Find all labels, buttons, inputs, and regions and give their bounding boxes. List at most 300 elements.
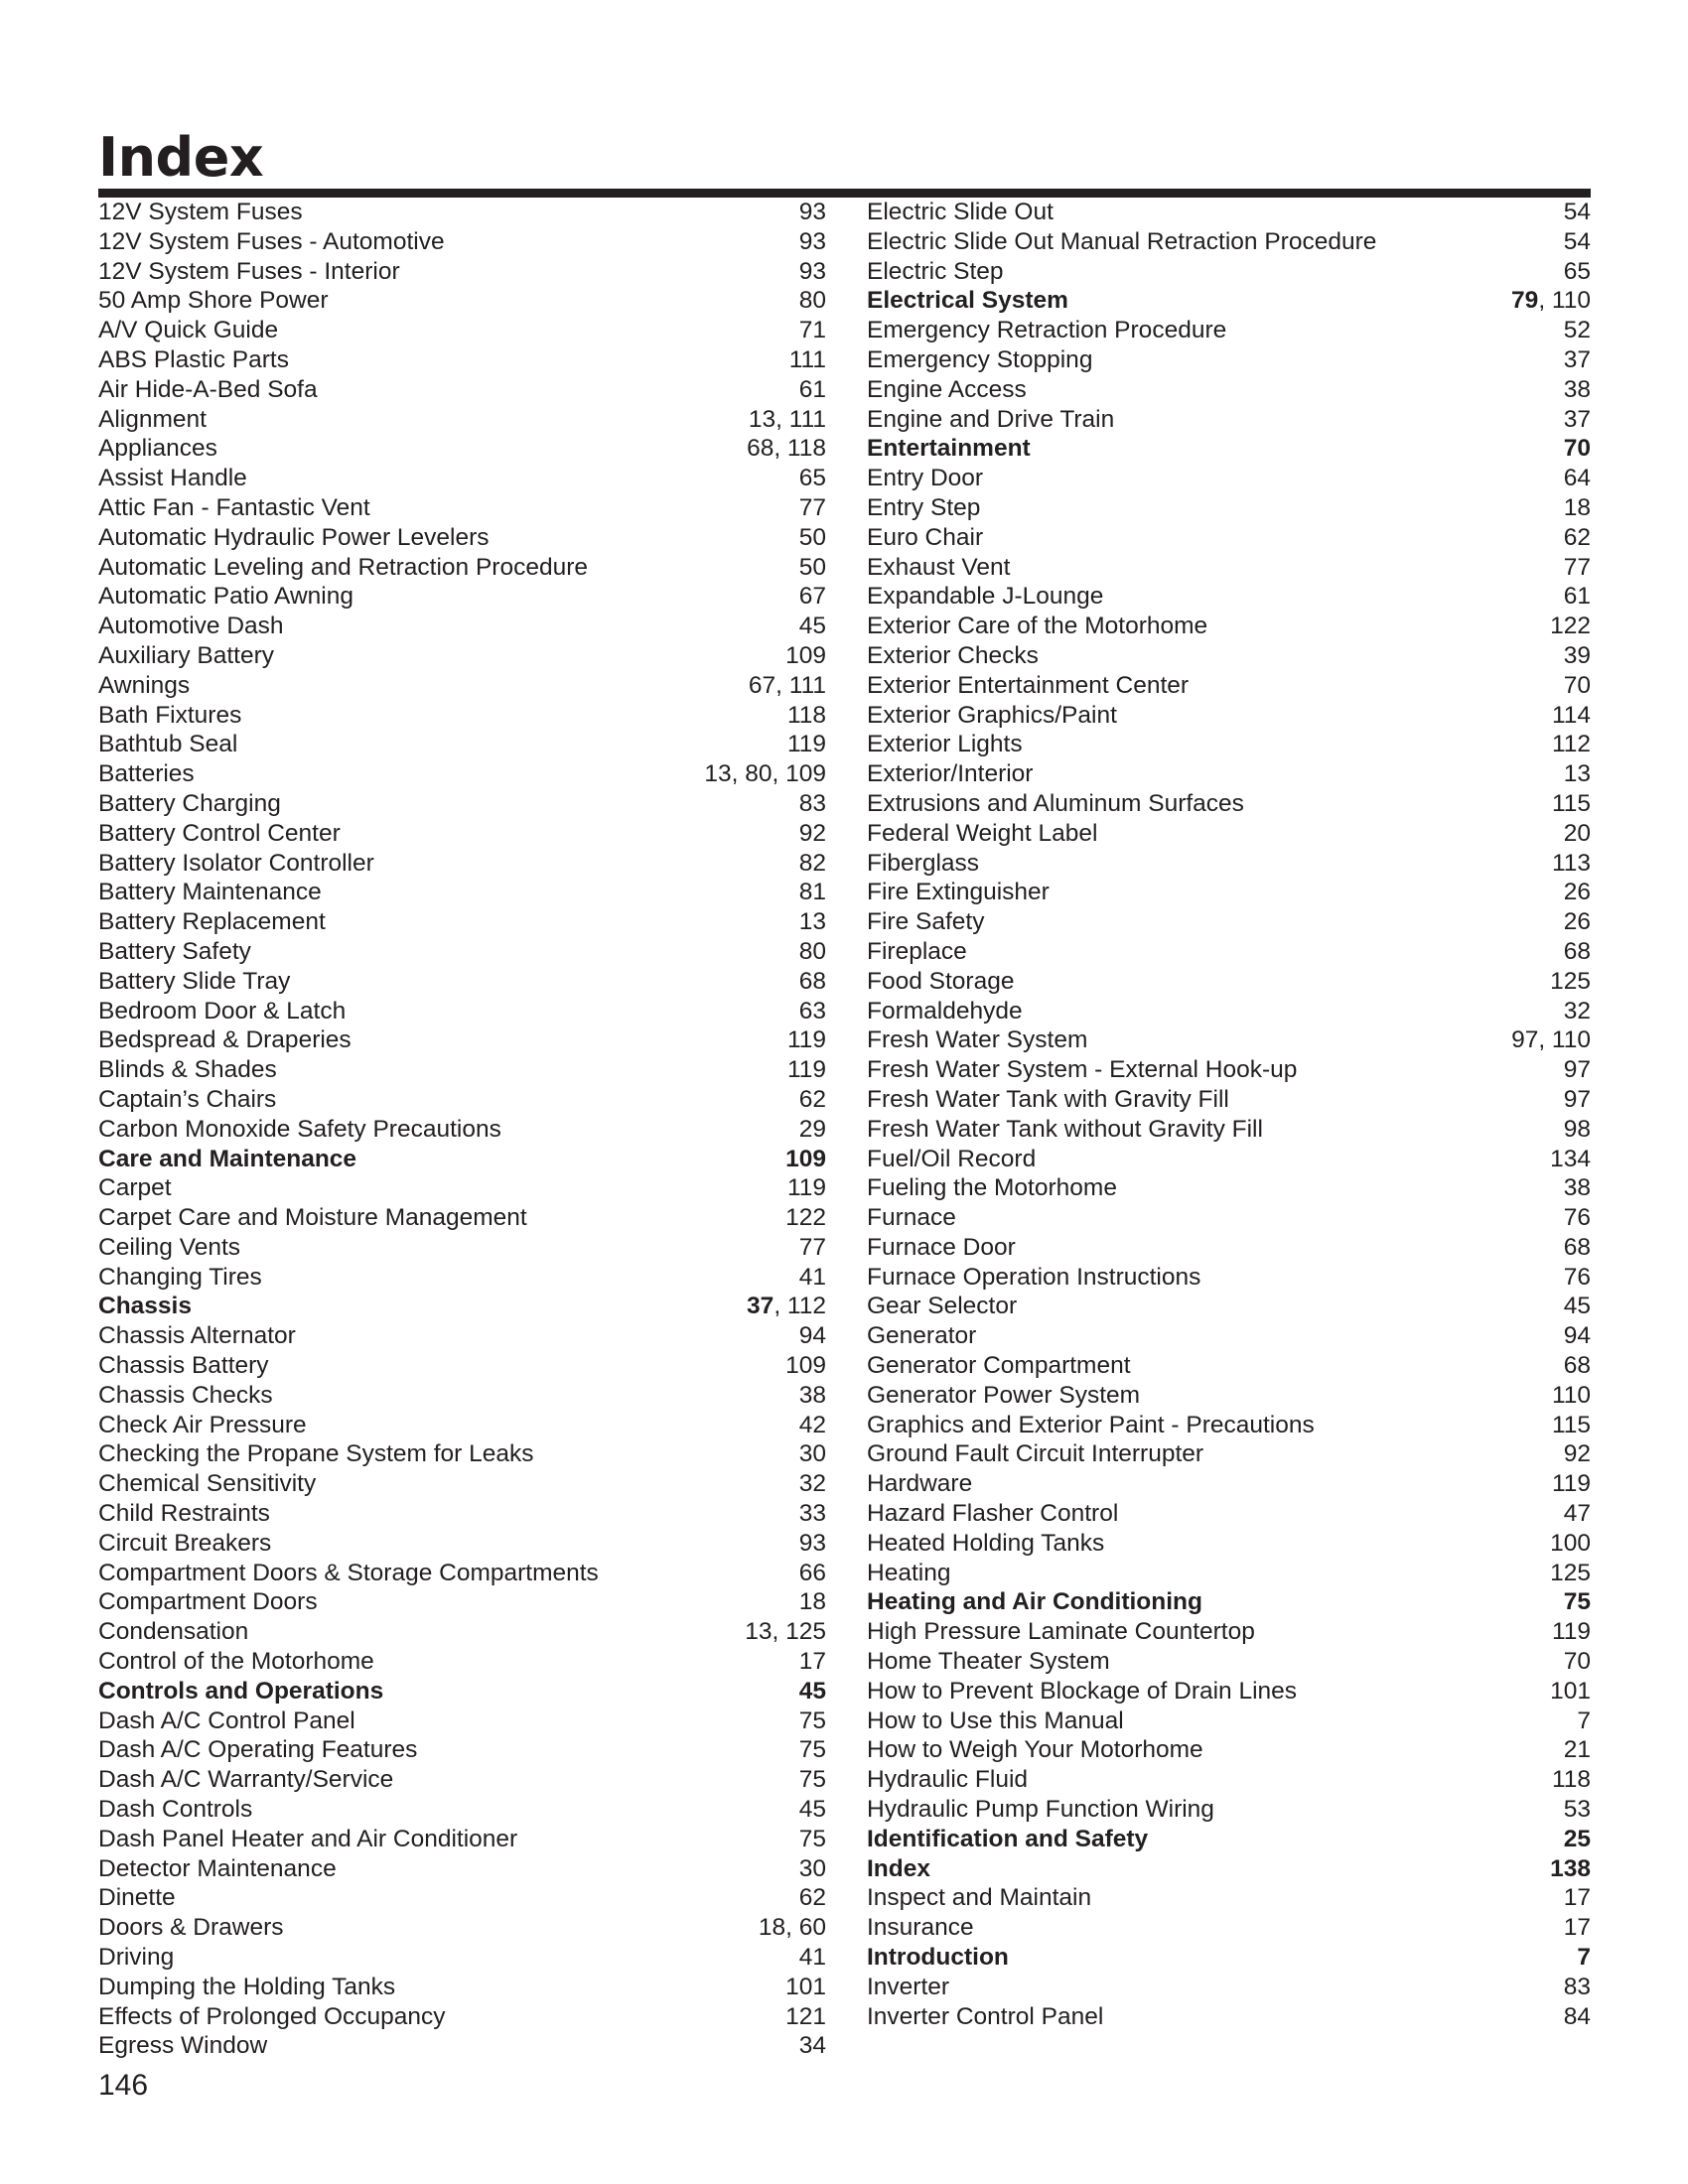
index-term: How to Prevent Blockage of Drain Lines	[867, 1677, 1298, 1705]
index-term: Child Restraints	[98, 1500, 270, 1528]
index-entry	[867, 1321, 1591, 1351]
index-entry	[867, 1411, 1591, 1440]
index-pages	[799, 612, 826, 641]
index-pages	[759, 1913, 826, 1943]
index-page-list: 83	[1563, 1973, 1591, 2000]
index-term: Furnace Operation Instructions	[867, 1263, 1201, 1291]
index-term: Bedroom Door & Latch	[98, 997, 347, 1024]
index-entry	[98, 1587, 826, 1617]
index-term: 12V System Fuses	[98, 199, 303, 225]
index-pages	[799, 227, 826, 257]
index-page-list: 37	[1563, 405, 1591, 433]
index-term: Furnace	[867, 1204, 956, 1232]
index-pages	[799, 1706, 826, 1736]
index-entry	[98, 582, 826, 612]
index-entry	[98, 1203, 826, 1233]
index-page-list: 68	[1563, 1352, 1591, 1380]
index-pages	[1564, 1203, 1591, 1233]
index-pages	[1564, 1263, 1591, 1293]
index-page-list: 13, 111	[748, 405, 826, 433]
index-page-list: 115	[1551, 789, 1591, 817]
index-term: Detector Maintenance	[98, 1854, 337, 1882]
index-page-list: 42	[798, 1411, 826, 1438]
index-page-list: 50	[798, 553, 826, 581]
index-term: High Pressure Laminate Countertop	[867, 1618, 1255, 1646]
index-page-list: 125	[1550, 1559, 1591, 1586]
index-pages	[799, 1263, 826, 1293]
index-pages	[745, 1617, 826, 1647]
index-entry	[98, 2002, 826, 2032]
index-page-list: 101	[785, 1973, 826, 2000]
index-pages	[1550, 1677, 1591, 1706]
index-page-list: 119	[786, 1174, 826, 1202]
index-pages	[799, 1439, 826, 1469]
index-entry	[98, 1913, 826, 1943]
index-pages	[1564, 671, 1591, 701]
index-entry	[98, 553, 826, 583]
index-term: Chassis Alternator	[98, 1322, 296, 1350]
index-page-list: 82	[798, 849, 826, 877]
index-term: Alignment	[98, 405, 207, 433]
index-page-list: 118	[1551, 1766, 1591, 1794]
index-term: Heated Holding Tanks	[867, 1529, 1105, 1557]
index-entry	[867, 1115, 1591, 1145]
index-page-list: 7	[1577, 1706, 1591, 1734]
index-entry	[867, 434, 1591, 464]
index-page-list: 54	[1563, 199, 1591, 225]
index-page-list: 71	[798, 317, 826, 344]
index-pages	[1577, 1706, 1591, 1736]
index-term: Formaldehyde	[867, 997, 1023, 1024]
index-entry	[867, 1883, 1591, 1913]
index-pages	[1577, 1943, 1591, 1973]
index-entry	[867, 819, 1591, 849]
index-pages	[799, 907, 826, 937]
index-entry	[867, 1381, 1591, 1411]
index-pages	[1564, 937, 1591, 967]
index-page-list: 13	[798, 908, 826, 936]
index-term: Battery Maintenance	[98, 879, 322, 906]
index-page-list: 33	[798, 1500, 826, 1528]
index-term: Hydraulic Pump Function Wiring	[867, 1796, 1214, 1824]
index-pages	[1564, 819, 1591, 849]
index-entry	[867, 316, 1591, 345]
index-term: Electric Step	[867, 257, 1004, 285]
index-pages	[799, 1883, 826, 1913]
index-entry	[867, 464, 1591, 493]
index-page-list: 109	[785, 1352, 826, 1380]
index-term: Entertainment	[867, 435, 1031, 463]
index-term: Fire Safety	[867, 908, 985, 936]
index-entry	[98, 286, 826, 316]
index-page-list: 98	[1563, 1115, 1591, 1143]
index-entry	[867, 2002, 1591, 2032]
index-entry	[98, 997, 826, 1026]
index-entry	[98, 1825, 826, 1854]
index-page-list: 114	[1551, 701, 1591, 729]
index-term: Furnace Door	[867, 1233, 1016, 1261]
index-term: Exterior Checks	[867, 641, 1039, 669]
index-term: Exterior/Interior	[867, 760, 1034, 788]
index-term: Automotive Dash	[98, 613, 284, 640]
index-page-list: 53	[1563, 1796, 1591, 1824]
index-pages	[747, 434, 826, 464]
index-pages	[799, 1735, 826, 1765]
index-page-list: 17	[798, 1648, 826, 1676]
index-pages	[1564, 1055, 1591, 1085]
index-other-pages: , 112	[774, 1293, 826, 1320]
index-page-list: 61	[1563, 583, 1591, 611]
index-page-list: 32	[798, 1470, 826, 1498]
index-page-list: 18, 60	[758, 1914, 826, 1942]
index-pages	[799, 582, 826, 612]
index-entry	[98, 641, 826, 671]
index-pages	[704, 759, 826, 789]
index-pages	[785, 1973, 826, 2002]
index-pages	[799, 198, 826, 227]
index-entry	[867, 1677, 1591, 1706]
index-pages	[1550, 1145, 1591, 1174]
index-term: Exhaust Vent	[867, 553, 1011, 581]
index-page-list: 52	[1563, 317, 1591, 344]
index-term: Inverter Control Panel	[867, 2002, 1104, 2030]
index-page-list: 25	[1563, 1825, 1591, 1852]
index-term: Dash Controls	[98, 1796, 253, 1824]
index-term: Controls and Operations	[98, 1677, 384, 1705]
index-term: Fire Extinguisher	[867, 879, 1050, 906]
index-pages	[1564, 523, 1591, 553]
index-term: How to Use this Manual	[867, 1706, 1124, 1734]
index-pages	[1564, 997, 1591, 1026]
index-entry	[867, 582, 1591, 612]
index-pages	[785, 1203, 826, 1233]
index-page-list: 70	[1563, 1648, 1591, 1676]
index-page-list: 76	[1563, 1204, 1591, 1232]
index-entry	[98, 1173, 826, 1203]
index-term: Emergency Retraction Procedure	[867, 317, 1227, 344]
index-term: Identification and Safety	[867, 1825, 1149, 1852]
index-entry	[867, 345, 1591, 375]
index-entry	[98, 257, 826, 287]
index-page-list: 41	[798, 1944, 826, 1972]
index-page-list: 92	[798, 819, 826, 847]
index-term: Engine and Drive Train	[867, 405, 1115, 433]
index-entry	[98, 1647, 826, 1677]
index-page-list: 77	[798, 493, 826, 521]
index-pages	[1564, 227, 1591, 257]
index-page-list: 63	[798, 997, 826, 1024]
index-page-list: 66	[798, 1559, 826, 1586]
index-term: Home Theater System	[867, 1648, 1110, 1676]
index-pages	[1564, 405, 1591, 435]
index-page-list: 13, 80, 109	[704, 760, 826, 788]
index-pages	[1564, 1795, 1591, 1825]
index-pages	[1564, 1321, 1591, 1351]
index-entry	[867, 198, 1591, 227]
index-page-list: 64	[1563, 465, 1591, 492]
index-term: Introduction	[867, 1944, 1009, 1972]
index-page-list: 92	[1563, 1440, 1591, 1468]
index-primary-page: 37	[747, 1293, 774, 1320]
index-page-list: 68	[798, 967, 826, 995]
index-pages	[749, 405, 826, 435]
index-entry	[867, 1587, 1591, 1617]
index-page-list: 125	[1550, 967, 1591, 995]
index-page-list: 109	[785, 1145, 826, 1172]
index-entry	[98, 1735, 826, 1765]
index-page-list: 93	[798, 1529, 826, 1557]
index-term: Food Storage	[867, 967, 1015, 995]
index-page-list: 119	[786, 1026, 826, 1054]
index-pages	[1564, 1292, 1591, 1321]
index-pages	[799, 316, 826, 345]
index-pages	[1564, 553, 1591, 583]
index-pages	[1552, 1411, 1591, 1440]
index-pages	[1550, 1854, 1591, 1884]
index-pages	[1552, 789, 1591, 819]
index-entry	[98, 819, 826, 849]
index-page-list: 67, 111	[748, 671, 826, 699]
index-page-list: 118	[786, 701, 826, 729]
index-term: Dinette	[98, 1884, 176, 1912]
index-entry	[98, 1115, 826, 1145]
index-term: Check Air Pressure	[98, 1411, 307, 1438]
index-pages	[1564, 1351, 1591, 1381]
index-pages	[1511, 286, 1591, 316]
index-term: Exterior Graphics/Paint	[867, 701, 1117, 729]
index-term: Control of the Motorhome	[98, 1648, 374, 1676]
index-pages	[799, 967, 826, 997]
index-term: Egress Window	[98, 2032, 268, 2060]
index-page-list: 54	[1563, 227, 1591, 255]
index-pages	[799, 878, 826, 907]
index-page-list: 121	[785, 2002, 826, 2030]
index-page-list: 68	[1563, 1233, 1591, 1261]
index-entry	[867, 907, 1591, 937]
index-pages	[799, 1647, 826, 1677]
index-term: Fresh Water Tank with Gravity Fill	[867, 1085, 1229, 1113]
index-term: Circuit Breakers	[98, 1529, 272, 1557]
index-entry	[98, 1795, 826, 1825]
index-pages	[1564, 375, 1591, 405]
index-page-list: 18	[798, 1588, 826, 1616]
index-term: Ceiling Vents	[98, 1233, 241, 1261]
index-term: Dash Panel Heater and Air Conditioner	[98, 1825, 518, 1852]
index-entry	[98, 1263, 826, 1293]
index-term: Exterior Care of the Motorhome	[867, 613, 1208, 640]
index-term: Carpet	[98, 1174, 172, 1202]
index-entry	[867, 1292, 1591, 1321]
index-pages	[1511, 1025, 1591, 1055]
index-page-list: 70	[1563, 435, 1591, 463]
index-pages	[1564, 1973, 1591, 2002]
index-pages	[1550, 612, 1591, 641]
index-pages	[1564, 1233, 1591, 1263]
index-entry	[867, 1351, 1591, 1381]
index-term: Driving	[98, 1944, 175, 1972]
index-page-list: 77	[1563, 553, 1591, 581]
index-entry	[98, 907, 826, 937]
index-primary-page: 79	[1511, 287, 1539, 315]
index-entry	[867, 1735, 1591, 1765]
index-term: Battery Isolator Controller	[98, 849, 374, 877]
index-pages	[1564, 316, 1591, 345]
index-page-list: 62	[1563, 523, 1591, 551]
index-entry	[98, 1145, 826, 1174]
index-entry	[98, 493, 826, 523]
index-page-list: 62	[798, 1884, 826, 1912]
index-entry	[867, 789, 1591, 819]
index-entry	[867, 878, 1591, 907]
index-entry	[98, 1677, 826, 1706]
index-term: Compartment Doors	[98, 1588, 318, 1616]
index-entry	[867, 1145, 1591, 1174]
index-entry	[867, 937, 1591, 967]
index-term: Euro Chair	[867, 523, 984, 551]
index-entry	[98, 1411, 826, 1440]
index-page-list: 17	[1563, 1884, 1591, 1912]
index-pages	[1552, 1381, 1591, 1411]
index-pages	[799, 1321, 826, 1351]
index-pages	[1552, 730, 1591, 759]
index-term: Hazard Flasher Control	[867, 1500, 1119, 1528]
index-page-list: 93	[798, 227, 826, 255]
index-entry	[98, 1321, 826, 1351]
index-entry	[98, 789, 826, 819]
index-entry	[867, 1825, 1591, 1854]
index-term: Doors & Drawers	[98, 1914, 284, 1942]
index-page-list: 75	[798, 1706, 826, 1734]
index-page-list: 84	[1563, 2002, 1591, 2030]
index-entry	[867, 1173, 1591, 1203]
index-entry	[867, 1854, 1591, 1884]
index-entry	[98, 1233, 826, 1263]
index-term: Compartment Doors & Storage Compartments	[98, 1559, 599, 1586]
index-page-list: 26	[1563, 908, 1591, 936]
index-pages	[799, 286, 826, 316]
index-term: ABS Plastic Parts	[98, 345, 289, 373]
index-entry	[98, 730, 826, 759]
index-pages	[1564, 1173, 1591, 1203]
index-entry	[98, 1943, 826, 1973]
index-pages	[799, 464, 826, 493]
index-entry	[98, 1973, 826, 2002]
index-pages	[799, 997, 826, 1026]
index-term: Fiberglass	[867, 849, 980, 877]
index-entry	[98, 1439, 826, 1469]
index-pages	[1564, 2002, 1591, 2032]
index-term: Automatic Hydraulic Power Levelers	[98, 523, 490, 551]
index-entry	[98, 1085, 826, 1115]
index-term: Electric Slide Out	[867, 199, 1054, 225]
index-entry	[98, 464, 826, 493]
index-page-list: 75	[798, 1825, 826, 1852]
index-entry	[867, 612, 1591, 641]
index-term: Inspect and Maintain	[867, 1884, 1092, 1912]
index-entry	[98, 671, 826, 701]
index-page-list: 45	[1563, 1293, 1591, 1320]
index-page-list: 32	[1563, 997, 1591, 1024]
index-term: Gear Selector	[867, 1293, 1018, 1320]
index-page-list: 119	[1551, 1618, 1591, 1646]
index-entry	[867, 1765, 1591, 1795]
index-entry	[98, 227, 826, 257]
index-entry	[867, 227, 1591, 257]
index-term: Exterior Entertainment Center	[867, 671, 1190, 699]
index-term: Generator	[867, 1322, 977, 1350]
index-pages	[1552, 1617, 1591, 1647]
index-term: Dumping the Holding Tanks	[98, 1973, 396, 2000]
index-pages	[1564, 759, 1591, 789]
index-term: Bath Fixtures	[98, 701, 242, 729]
index-pages	[799, 1233, 826, 1263]
index-entry	[867, 1617, 1591, 1647]
index-entry	[98, 701, 826, 731]
index-page-list: 45	[798, 1796, 826, 1824]
index-entry	[867, 1913, 1591, 1943]
index-page-list: 38	[1563, 375, 1591, 403]
index-page-list: 81	[798, 879, 826, 906]
index-term: Fresh Water Tank without Gravity Fill	[867, 1115, 1263, 1143]
index-page-list: 38	[798, 1381, 826, 1409]
index-pages	[1550, 967, 1591, 997]
index-pages	[1564, 1499, 1591, 1529]
index-page-list: 18	[1563, 493, 1591, 521]
index-page-list: 94	[1563, 1322, 1591, 1350]
index-entry	[867, 1529, 1591, 1559]
index-page-list: 80	[798, 287, 826, 315]
index-page-list: 65	[1563, 257, 1591, 285]
index-page-list: 75	[798, 1766, 826, 1794]
index-entry	[867, 641, 1591, 671]
index-pages	[1564, 1647, 1591, 1677]
index-page-list: 75	[798, 1736, 826, 1764]
index-page-list: 38	[1563, 1174, 1591, 1202]
index-pages	[799, 1469, 826, 1499]
index-page-list: 94	[798, 1322, 826, 1350]
index-term: Battery Control Center	[98, 819, 341, 847]
index-page-list: 76	[1563, 1263, 1591, 1291]
index-page-list: 26	[1563, 879, 1591, 906]
index-term: 12V System Fuses - Automotive	[98, 227, 445, 255]
index-pages	[1564, 493, 1591, 523]
index-term: Electrical System	[867, 287, 1068, 315]
index-entry	[867, 1559, 1591, 1588]
index-term: Battery Slide Tray	[98, 967, 291, 995]
index-term: Chassis Battery	[98, 1352, 269, 1380]
index-column-right	[867, 198, 1591, 2031]
index-pages	[1552, 849, 1591, 879]
index-entry	[867, 405, 1591, 435]
index-term: Dash A/C Operating Features	[98, 1736, 418, 1764]
index-column-left	[98, 198, 826, 2061]
index-page-list: 45	[798, 1677, 826, 1705]
index-pages	[1564, 1735, 1591, 1765]
index-term: Effects of Prolonged Occupancy	[98, 2002, 446, 2030]
index-page-list: 119	[786, 731, 826, 758]
index-entry	[98, 1529, 826, 1559]
index-entry	[867, 1943, 1591, 1973]
index-entry	[867, 730, 1591, 759]
index-page-list: 97, 110	[1511, 1026, 1591, 1054]
index-page-list: 83	[798, 789, 826, 817]
index-entry	[98, 1055, 826, 1085]
index-pages	[1564, 434, 1591, 464]
index-page-list: 30	[798, 1440, 826, 1468]
index-page-list: 113	[1551, 849, 1591, 877]
index-page-list: 110	[1551, 1381, 1591, 1409]
index-term: Captain’s Chairs	[98, 1085, 277, 1113]
